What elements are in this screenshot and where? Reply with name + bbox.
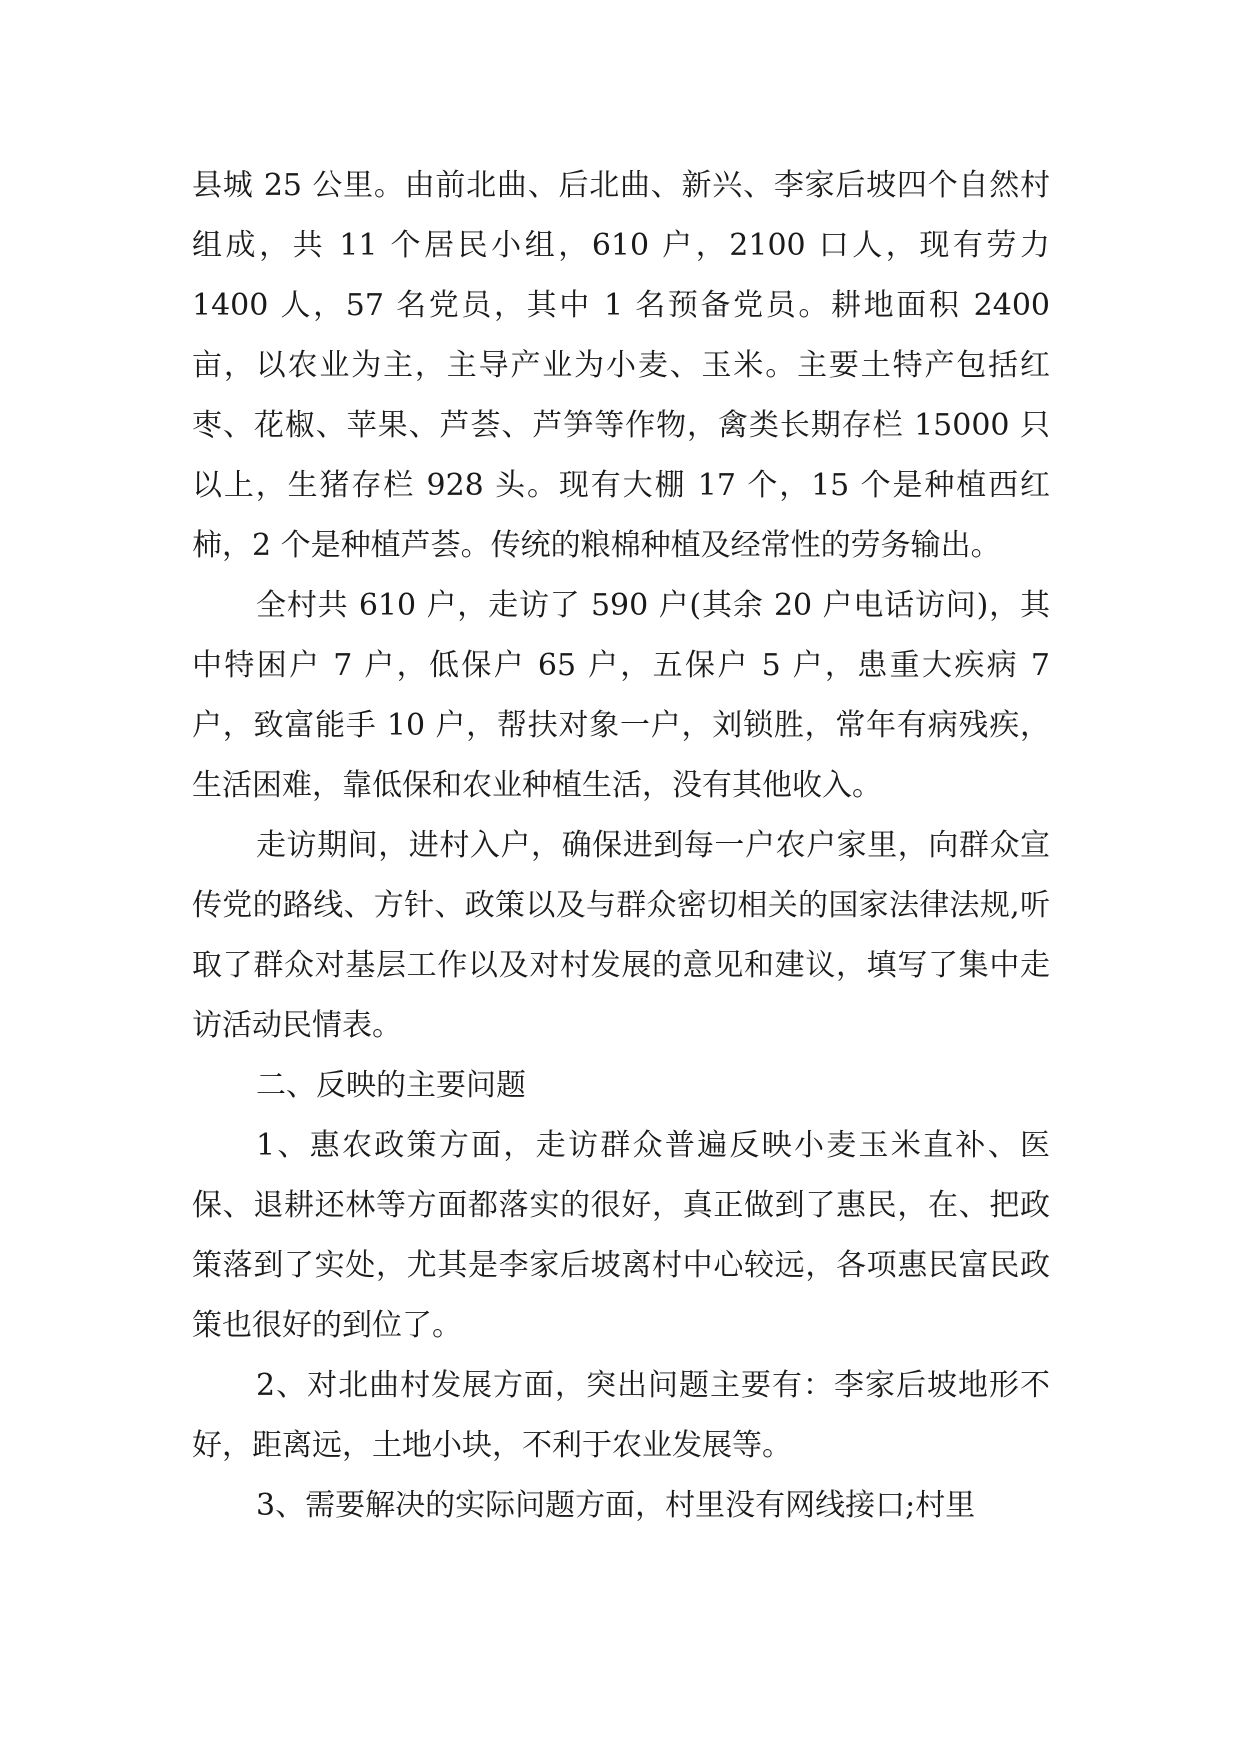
- paragraph-visit-activities: 走访期间，进村入户，确保进到每一户农户家里，向群众宣传党的路线、方针、政策以及与群众密切相关的国家法律法规,听取了群众对基层工作以及对村发展的意见和建议，填写了集中走访活动民情表。: [192, 828, 1050, 1043]
- paragraph-village-overview: 县城 25 公里。由前北曲、后北曲、新兴、李家后坡四个自然村组成，共 11 个居民小组，610 户，2100 口人，现有劳力 1400 人，57 名党员，其中 1 名预备党员。耕地面积 2400 亩，以农业为主，主导产业为小麦、玉米。主要土特产包括红枣、花椒、苹果、芦荟、芦笋等作物，禽类长期存栏 15000 只以上，生猪存栏 928 头。现有大棚 17 个，15 个是种植西红柿，2 个是种植芦荟。传统的粮棉种植及经常性的劳务输出。: [192, 168, 1050, 563]
- paragraph-household-visits: 全村共 610 户，走访了 590 户(其余 20 户电话访问)，其中特困户 7 户，低保户 65 户，五保户 5 户，患重大疾病 7 户，致富能手 10 户，帮扶对象一户，刘锁胜，常年有病残疾，生活困难，靠低保和农业种植生活，没有其他收入。: [192, 588, 1050, 803]
- paragraph-issue-development: 2、对北曲村发展方面，突出问题主要有：李家后坡地形不好，距离远，土地小块，不利于农业发展等。: [192, 1368, 1050, 1463]
- document-page: [192, 156, 1050, 1536]
- paragraph-issue-practical: 3、需要解决的实际问题方面，村里没有网线接口;村里: [256, 1488, 976, 1523]
- section-heading-main-issues: 二、反映的主要问题: [256, 1068, 526, 1103]
- paragraph-issue-policy: 1、惠农政策方面，走访群众普遍反映小麦玉米直补、医保、退耕还林等方面都落实的很好，真正做到了惠民，在、把政策落到了实处，尤其是李家后坡离村中心较远，各项惠民富民政策也很好的到位了。: [192, 1128, 1050, 1343]
